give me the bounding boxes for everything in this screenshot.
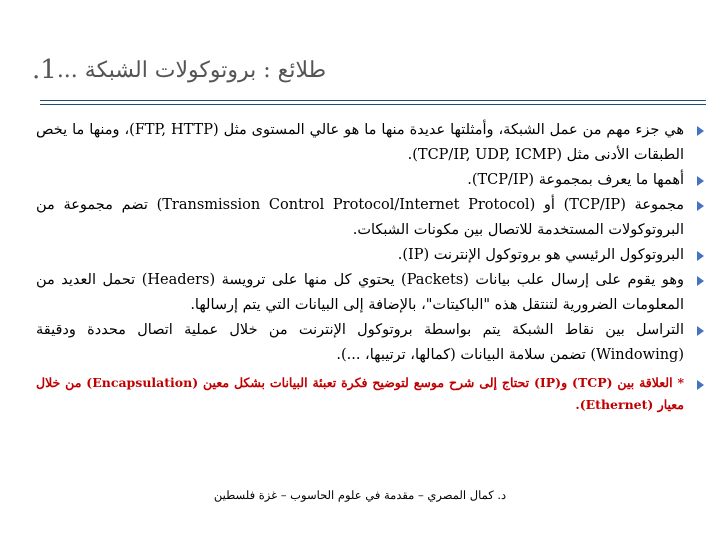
title-divider-secondary bbox=[40, 104, 706, 105]
bullet-text: البروتوكول الرئيسي هو بروتوكول الإنترنت (IP). bbox=[397, 247, 684, 263]
triangle-bullet-icon bbox=[697, 380, 704, 390]
bullet-text: مجموعة (TCP/IP) أو (Transmission Control Protocol/Internet Protocol) تضم مجموعة من البروتوكولات المستخدمة للاتصال بين مكونات الشبكات. bbox=[36, 197, 684, 238]
triangle-bullet-icon bbox=[697, 201, 704, 211]
triangle-bullet-icon bbox=[697, 326, 704, 336]
bullet-item bbox=[36, 118, 706, 168]
bullet-text: هي جزء مهم من عمل الشبكة، وأمثلتها عديدة منها ما هو عالي المستوى مثل (FTP, HTTP)، ومنها ما يخص الطبقات الأدنى مثل (TCP/IP, UDP, ICMP). bbox=[36, 122, 684, 163]
slide-title: طلائع : بروتوكولات الشبكة ... bbox=[56, 57, 327, 83]
triangle-bullet-icon bbox=[697, 276, 704, 286]
slide-footer: د. كمال المصري – مقدمة في علوم الحاسوب – غزة فلسطين bbox=[213, 488, 507, 502]
bullet-list bbox=[36, 118, 706, 416]
bullet-item bbox=[36, 168, 706, 193]
bullet-item bbox=[36, 318, 706, 368]
title-number: 1. bbox=[32, 55, 57, 85]
bullet-item-note bbox=[36, 372, 706, 416]
title-row bbox=[20, 50, 698, 90]
triangle-bullet-icon bbox=[697, 126, 704, 136]
bullet-item bbox=[36, 268, 706, 318]
bullet-text: أهمها ما يعرف بمجموعة (TCP/IP). bbox=[467, 172, 684, 188]
bullet-text: التراسل بين نقاط الشبكة يتم بواسطة بروتوكول الإنترنت من خلال عملية اتصال محددة ودقيقة (Windowing) تضمن سلامة البيانات (كمالها، ترتيبها، ...). bbox=[36, 322, 684, 363]
bullet-item bbox=[36, 193, 706, 243]
bullet-text: وهو يقوم على إرسال علب بيانات (Packets) يحتوي كل منها على ترويسة (Headers) تحمل العديد من المعلومات الضرورية لتنتقل هذه "الباكيتات"، بالإضافة إلى البيانات التي يتم إرسالها. bbox=[36, 272, 685, 313]
bullet-item bbox=[36, 243, 706, 268]
title-divider bbox=[40, 100, 706, 101]
bullet-text: * العلاقة بين (TCP) و(IP) تحتاج إلى شرح موسع لتوضيح فكرة تعبئة البيانات بشكل معين (Encapsulation) من خلال معيار (Ethernet). bbox=[36, 375, 684, 412]
triangle-bullet-icon bbox=[697, 251, 704, 261]
triangle-bullet-icon bbox=[697, 176, 704, 186]
